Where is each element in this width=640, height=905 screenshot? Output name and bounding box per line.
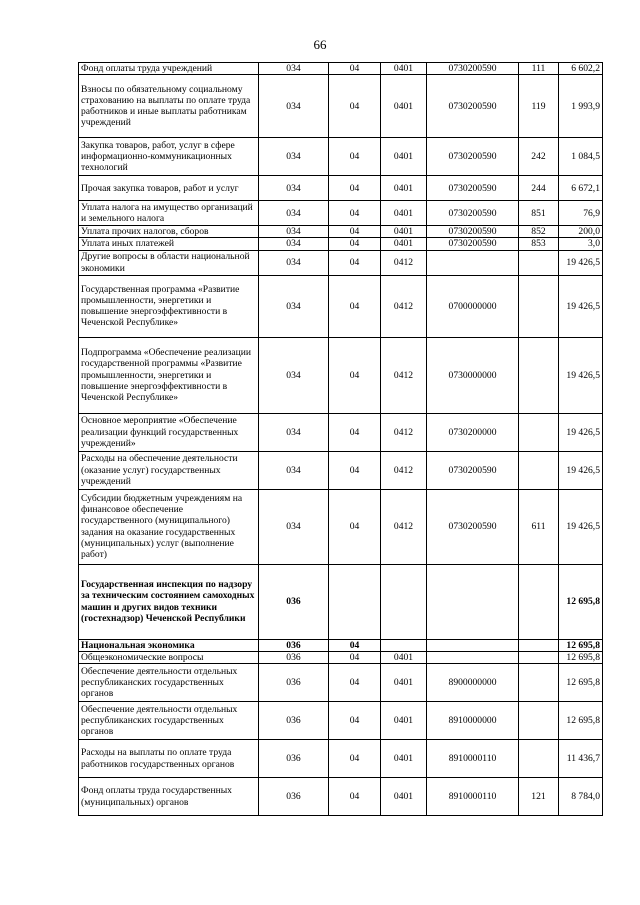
ministry-code: 036: [259, 740, 329, 778]
row-name: Закупка товаров, работ, услуг в сфере информационно-коммуникационных технологий: [79, 138, 259, 176]
subsection-code: [381, 564, 427, 639]
ministry-code: 036: [259, 564, 329, 639]
section-code: 04: [329, 778, 381, 816]
subsection-code: 0412: [381, 413, 427, 451]
subsection-code: 0401: [381, 138, 427, 176]
subsection-code: 0412: [381, 250, 427, 275]
expense-type-code: [519, 451, 559, 489]
table-row: [79, 451, 603, 489]
row-name: Взносы по обязательному социальному страхованию на выплаты по оплате труда работников и иные выплаты работникам учреждений: [79, 75, 259, 138]
ministry-code: 034: [259, 238, 329, 250]
table-row: [79, 275, 603, 337]
ministry-code: 034: [259, 275, 329, 337]
target-article-code: 0730200590: [427, 63, 519, 75]
expense-type-code: 852: [519, 226, 559, 238]
table-row: [79, 75, 603, 138]
table-row: [79, 337, 603, 413]
table-row: [79, 176, 603, 201]
table-row: [79, 564, 603, 639]
section-code: [329, 564, 381, 639]
expense-type-code: [519, 275, 559, 337]
section-code: 04: [329, 176, 381, 201]
row-name: Обеспечение деятельности отдельных республиканских государственных органов: [79, 702, 259, 740]
expense-type-code: [519, 413, 559, 451]
table-row: [79, 651, 603, 663]
target-article-code: 0730200590: [427, 238, 519, 250]
table-row: [79, 201, 603, 226]
section-code: 04: [329, 740, 381, 778]
table-row: [79, 639, 603, 651]
expense-type-code: 851: [519, 201, 559, 226]
ministry-code: 036: [259, 702, 329, 740]
expense-type-code: 611: [519, 489, 559, 564]
amount: 12 695,8: [559, 664, 603, 702]
subsection-code: 0401: [381, 226, 427, 238]
amount: 6 672,1: [559, 176, 603, 201]
ministry-code: 034: [259, 413, 329, 451]
subsection-code: 0412: [381, 337, 427, 413]
target-article-code: 0730200590: [427, 138, 519, 176]
target-article-code: 8910000000: [427, 702, 519, 740]
section-code: 04: [329, 63, 381, 75]
row-name: Обеспечение деятельности отдельных республиканских государственных органов: [79, 664, 259, 702]
target-article-code: 0730200000: [427, 413, 519, 451]
amount: 19 426,5: [559, 489, 603, 564]
ministry-code: 036: [259, 778, 329, 816]
amount: 12 695,8: [559, 702, 603, 740]
expense-type-code: [519, 664, 559, 702]
amount: 19 426,5: [559, 413, 603, 451]
amount: 12 695,8: [559, 639, 603, 651]
target-article-code: 8910000110: [427, 778, 519, 816]
table-row: [79, 702, 603, 740]
amount: 19 426,5: [559, 337, 603, 413]
amount: 1 993,9: [559, 75, 603, 138]
row-name: Другие вопросы в области национальной экономики: [79, 250, 259, 275]
subsection-code: 0401: [381, 201, 427, 226]
amount: 200,0: [559, 226, 603, 238]
section-code: 04: [329, 337, 381, 413]
amount: 1 084,5: [559, 138, 603, 176]
amount: 19 426,5: [559, 451, 603, 489]
ministry-code: 036: [259, 639, 329, 651]
table-row: [79, 238, 603, 250]
ministry-code: 034: [259, 250, 329, 275]
target-article-code: 8900000000: [427, 664, 519, 702]
target-article-code: [427, 651, 519, 663]
target-article-code: 0730000000: [427, 337, 519, 413]
table-row: [79, 740, 603, 778]
subsection-code: 0412: [381, 489, 427, 564]
ministry-code: 034: [259, 63, 329, 75]
section-code: 04: [329, 250, 381, 275]
row-name: Общеэкономические вопросы: [79, 651, 259, 663]
ministry-code: 034: [259, 337, 329, 413]
table-row: [79, 138, 603, 176]
target-article-code: 0730200590: [427, 226, 519, 238]
row-name: Основное мероприятие «Обеспечение реализации функций государственных учреждений»: [79, 413, 259, 451]
expense-type-code: [519, 702, 559, 740]
amount: 19 426,5: [559, 250, 603, 275]
amount: 3,0: [559, 238, 603, 250]
ministry-code: 034: [259, 138, 329, 176]
row-name: Подпрограмма «Обеспечение реализации государственной программы «Развитие промышленности, энергетики и повышение энергоэффективности в Чеченской Республике»: [79, 337, 259, 413]
table-row: [79, 413, 603, 451]
expense-type-code: 244: [519, 176, 559, 201]
table-row: [79, 778, 603, 816]
row-name: Уплата иных платежей: [79, 238, 259, 250]
section-code: 04: [329, 201, 381, 226]
target-article-code: 0730200590: [427, 75, 519, 138]
subsection-code: 0401: [381, 651, 427, 663]
subsection-code: 0412: [381, 451, 427, 489]
section-code: 04: [329, 226, 381, 238]
row-name: Государственная программа «Развитие промышленности, энергетики и повышение энергоэффективности в Чеченской Республике»: [79, 275, 259, 337]
expense-type-code: 111: [519, 63, 559, 75]
section-code: 04: [329, 138, 381, 176]
target-article-code: [427, 564, 519, 639]
expense-type-code: 119: [519, 75, 559, 138]
row-name: Уплата налога на имущество организаций и земельного налога: [79, 201, 259, 226]
row-name: Фонд оплаты труда государственных (муниципальных) органов: [79, 778, 259, 816]
expense-type-code: [519, 564, 559, 639]
subsection-code: 0401: [381, 778, 427, 816]
section-code: 04: [329, 238, 381, 250]
ministry-code: 034: [259, 489, 329, 564]
row-name: Государственная инспекция по надзору за техническим состоянием самоходных машин и других видов техники (гостехнадзор) Чеченской Республики: [79, 564, 259, 639]
amount: 12 695,8: [559, 651, 603, 663]
ministry-code: 036: [259, 651, 329, 663]
subsection-code: 0401: [381, 740, 427, 778]
subsection-code: [381, 639, 427, 651]
amount: 19 426,5: [559, 275, 603, 337]
amount: 8 784,0: [559, 778, 603, 816]
table-row: [79, 489, 603, 564]
target-article-code: 0730200590: [427, 489, 519, 564]
ministry-code: 034: [259, 226, 329, 238]
section-code: 04: [329, 75, 381, 138]
expense-type-code: [519, 337, 559, 413]
expense-type-code: 242: [519, 138, 559, 176]
amount: 6 602,2: [559, 63, 603, 75]
subsection-code: 0401: [381, 664, 427, 702]
row-name: Расходы на выплаты по оплате труда работников государственных органов: [79, 740, 259, 778]
budget-table: [78, 62, 603, 816]
subsection-code: 0401: [381, 75, 427, 138]
ministry-code: 036: [259, 664, 329, 702]
ministry-code: 034: [259, 451, 329, 489]
section-code: 04: [329, 413, 381, 451]
expense-type-code: [519, 250, 559, 275]
ministry-code: 034: [259, 75, 329, 138]
target-article-code: 0700000000: [427, 275, 519, 337]
ministry-code: 034: [259, 201, 329, 226]
target-article-code: 0730200590: [427, 201, 519, 226]
row-name: Фонд оплаты труда учреждений: [79, 63, 259, 75]
row-name: Прочая закупка товаров, работ и услуг: [79, 176, 259, 201]
expense-type-code: [519, 740, 559, 778]
section-code: 04: [329, 451, 381, 489]
section-code: 04: [329, 651, 381, 663]
expense-type-code: 853: [519, 238, 559, 250]
table-row: [79, 664, 603, 702]
amount: 11 436,7: [559, 740, 603, 778]
subsection-code: 0401: [381, 63, 427, 75]
table-row: [79, 63, 603, 75]
row-name: Субсидии бюджетным учреждениям на финансовое обеспечение государственного (муниципального) задания на оказание государственных (муниципальных) услуг (выполнение работ): [79, 489, 259, 564]
target-article-code: [427, 250, 519, 275]
expense-type-code: 121: [519, 778, 559, 816]
expense-type-code: [519, 651, 559, 663]
target-article-code: 0730200590: [427, 451, 519, 489]
section-code: 04: [329, 702, 381, 740]
target-article-code: 0730200590: [427, 176, 519, 201]
table-row: [79, 250, 603, 275]
table-row: [79, 226, 603, 238]
amount: 76,9: [559, 201, 603, 226]
row-name: Расходы на обеспечение деятельности (оказание услуг) государственных учреждений: [79, 451, 259, 489]
target-article-code: [427, 639, 519, 651]
section-code: 04: [329, 639, 381, 651]
section-code: 04: [329, 275, 381, 337]
subsection-code: 0412: [381, 275, 427, 337]
ministry-code: 034: [259, 176, 329, 201]
page-number: 66: [313, 37, 327, 52]
subsection-code: 0401: [381, 702, 427, 740]
amount: 12 695,8: [559, 564, 603, 639]
subsection-code: 0401: [381, 176, 427, 201]
section-code: 04: [329, 489, 381, 564]
row-name: Национальная экономика: [79, 639, 259, 651]
section-code: 04: [329, 664, 381, 702]
subsection-code: 0401: [381, 238, 427, 250]
row-name: Уплата прочих налогов, сборов: [79, 226, 259, 238]
expense-type-code: [519, 639, 559, 651]
target-article-code: 8910000110: [427, 740, 519, 778]
